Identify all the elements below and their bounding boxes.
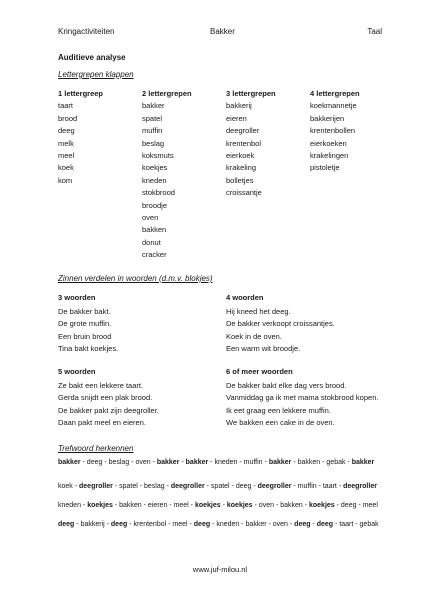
keyword-highlight: koekjes bbox=[87, 502, 113, 509]
keyword-text: - deeg - meel bbox=[334, 502, 378, 509]
keyword-text: - bbox=[220, 502, 227, 509]
syllable-word: oven bbox=[142, 213, 159, 223]
syllable-word: melk bbox=[58, 138, 74, 148]
sentence-block-6plus bbox=[226, 366, 378, 430]
sentence-line: De bakker bakt. bbox=[58, 306, 111, 316]
syllable-word: kneden bbox=[142, 175, 167, 185]
keyword-highlight: bakker bbox=[185, 459, 209, 466]
syllable-word: brood bbox=[58, 113, 78, 123]
keyword-text: - taart - gebak bbox=[333, 521, 379, 528]
sentence-line: De grote muffin. bbox=[58, 319, 112, 329]
keyword-highlight: bakker bbox=[156, 459, 180, 466]
syllable-word: eieren bbox=[226, 113, 247, 123]
syllable-word: spatel bbox=[142, 113, 163, 123]
syllable-word: eierkoek bbox=[226, 151, 255, 161]
syllable-column-1 bbox=[58, 88, 103, 187]
column-title: 2 lettergrepen bbox=[142, 89, 192, 98]
block-title: 3 woorden bbox=[58, 293, 96, 302]
keyword-text: - deeg - beslag - oven - bbox=[80, 459, 157, 466]
sentence-line: Vanmiddag ga ik met mama stokbrood kopen. bbox=[226, 393, 379, 403]
sentence-block-3 bbox=[58, 292, 118, 356]
keyword-highlight: bakker bbox=[58, 459, 81, 466]
syllable-word: broodje bbox=[142, 200, 168, 210]
syllable-word: deeg bbox=[58, 126, 75, 136]
keyword-highlight: deeg bbox=[58, 521, 75, 528]
sentence-line: Koek in de oven. bbox=[226, 331, 282, 341]
keyword-highlight: koekjes bbox=[226, 502, 253, 509]
syllable-word: krentenbollen bbox=[310, 126, 356, 136]
sentence-line: Hij kneed het deeg. bbox=[226, 306, 291, 316]
keyword-text: - kneden - muffin - bbox=[208, 459, 269, 466]
syllable-word: koksmuts bbox=[142, 151, 174, 161]
sentence-line: Een warm wit broodje. bbox=[226, 344, 301, 354]
syllable-word: kom bbox=[58, 175, 73, 185]
sentence-line: Tina bakt koekjes. bbox=[58, 344, 119, 354]
syllable-word: deegroller bbox=[226, 126, 260, 136]
keyword-highlight: deeg bbox=[110, 521, 128, 528]
sentence-line: Gerda snijdt een plak brood. bbox=[58, 393, 153, 403]
syllable-word: bakken bbox=[142, 225, 167, 235]
keyword-highlight: deegroller bbox=[343, 483, 377, 490]
syllable-word: stokbrood bbox=[142, 188, 175, 198]
syllable-word: koek bbox=[58, 163, 74, 173]
block-title: 6 of meer woorden bbox=[226, 367, 293, 376]
keyword-text: - kneden - bakker - oven - bbox=[210, 521, 295, 528]
sentence-line: Ik eet graag een lekkere muffin. bbox=[226, 405, 331, 415]
keyword-highlight: bakker bbox=[351, 459, 375, 466]
sentence-line: De bakker pakt zijn deegroller. bbox=[58, 405, 159, 415]
sentence-line: Een bruin brood bbox=[58, 331, 112, 341]
syllable-word: bakkerij bbox=[226, 101, 252, 111]
syllable-word: bakker bbox=[142, 101, 165, 111]
keyword-text: - bakken - gebak - bbox=[291, 459, 352, 466]
section-title: Auditieve analyse bbox=[58, 53, 126, 62]
keyword-highlight: deeg bbox=[316, 521, 334, 528]
sentence-block-4 bbox=[226, 292, 335, 356]
keyword-highlight: koekjes bbox=[309, 502, 335, 509]
keyword-text: - oven - bakken - bbox=[252, 502, 309, 509]
keyword-line bbox=[58, 483, 377, 490]
keyword-text: - spatel - deeg - bbox=[204, 483, 258, 490]
keyword-text: - bbox=[310, 521, 317, 528]
block-title: 5 woorden bbox=[58, 367, 96, 376]
syllable-word: pistoletje bbox=[310, 163, 340, 173]
syllable-word: bolletjes bbox=[226, 175, 254, 185]
syllable-word: koekjes bbox=[142, 163, 168, 173]
keyword-highlight: bakker bbox=[268, 459, 292, 466]
subhead-trefwoord: Trefwoord herkennen bbox=[58, 444, 134, 453]
sentence-line: We bakken een cake in de oven. bbox=[226, 418, 335, 428]
syllable-column-2 bbox=[142, 88, 192, 262]
syllable-word: taart bbox=[58, 101, 74, 111]
syllable-word: bakkerijen bbox=[310, 113, 345, 123]
syllable-word: croissantje bbox=[226, 188, 262, 198]
keyword-line bbox=[58, 521, 379, 528]
syllable-word: koekmannetje bbox=[310, 101, 357, 111]
keyword-line bbox=[58, 502, 378, 509]
syllable-word: cracker bbox=[142, 250, 167, 260]
keyword-text: - bbox=[179, 459, 186, 466]
page-header bbox=[58, 27, 382, 39]
syllable-columns bbox=[58, 88, 388, 268]
keyword-text: - bakkerij - bbox=[74, 521, 111, 528]
keyword-highlight: deeg bbox=[294, 521, 311, 528]
syllable-word: beslag bbox=[142, 138, 165, 148]
keyword-text: - spatel - beslag - bbox=[112, 483, 171, 490]
syllable-word: meel bbox=[58, 151, 75, 161]
syllable-word: krakeling bbox=[226, 163, 257, 173]
sentence-line: Ze bakt een lekkere taart. bbox=[58, 380, 144, 390]
block-title: 4 woorden bbox=[226, 293, 264, 302]
column-title: 3 lettergrepen bbox=[226, 89, 276, 98]
header-subject: Kringactiviteiten bbox=[58, 27, 115, 36]
keyword-highlight: koekjes bbox=[194, 502, 221, 509]
keyword-line bbox=[58, 459, 374, 466]
sentence-line: De bakker verkoopt croissantjes. bbox=[226, 319, 335, 329]
keyword-highlight: deeg bbox=[193, 521, 211, 528]
header-category: Taal bbox=[367, 27, 382, 36]
syllable-column-4 bbox=[310, 88, 360, 175]
keyword-highlight: deegroller bbox=[79, 483, 113, 490]
sentence-line: De bakker bakt elke dag vers brood. bbox=[226, 380, 347, 390]
header-theme: Bakker bbox=[210, 27, 235, 36]
sentence-line: Daan pakt meel en eieren. bbox=[58, 418, 146, 428]
keyword-text: kneden - bbox=[58, 502, 88, 509]
syllable-word: muffin bbox=[142, 126, 163, 136]
syllable-word: donut bbox=[142, 237, 161, 247]
syllable-column-3 bbox=[226, 88, 276, 200]
keyword-text: - muffin - taart - bbox=[291, 483, 344, 490]
syllable-word: krakelingen bbox=[310, 151, 349, 161]
keyword-highlight: deegroller bbox=[170, 483, 205, 490]
subhead-zinnen: Zinnen verdelen in woorden (d.m.v. blokjes) bbox=[58, 274, 213, 283]
keyword-text: - krentenbol - meel - bbox=[127, 521, 194, 528]
footer-website: www.juf-milou.nl bbox=[192, 565, 248, 574]
syllable-word: krentenbol bbox=[226, 138, 262, 148]
subhead-lettergrepen: Lettergrepen klappen bbox=[58, 70, 134, 79]
keyword-highlight: deegroller bbox=[257, 483, 292, 490]
sentence-block-5 bbox=[58, 366, 159, 430]
keyword-text: koek - bbox=[58, 483, 80, 490]
keyword-text: - bakken - eieren - meel - bbox=[112, 502, 195, 509]
column-title: 1 lettergreep bbox=[58, 89, 104, 98]
column-title: 4 lettergrepen bbox=[310, 89, 360, 98]
syllable-word: eierkoeken bbox=[310, 138, 347, 148]
